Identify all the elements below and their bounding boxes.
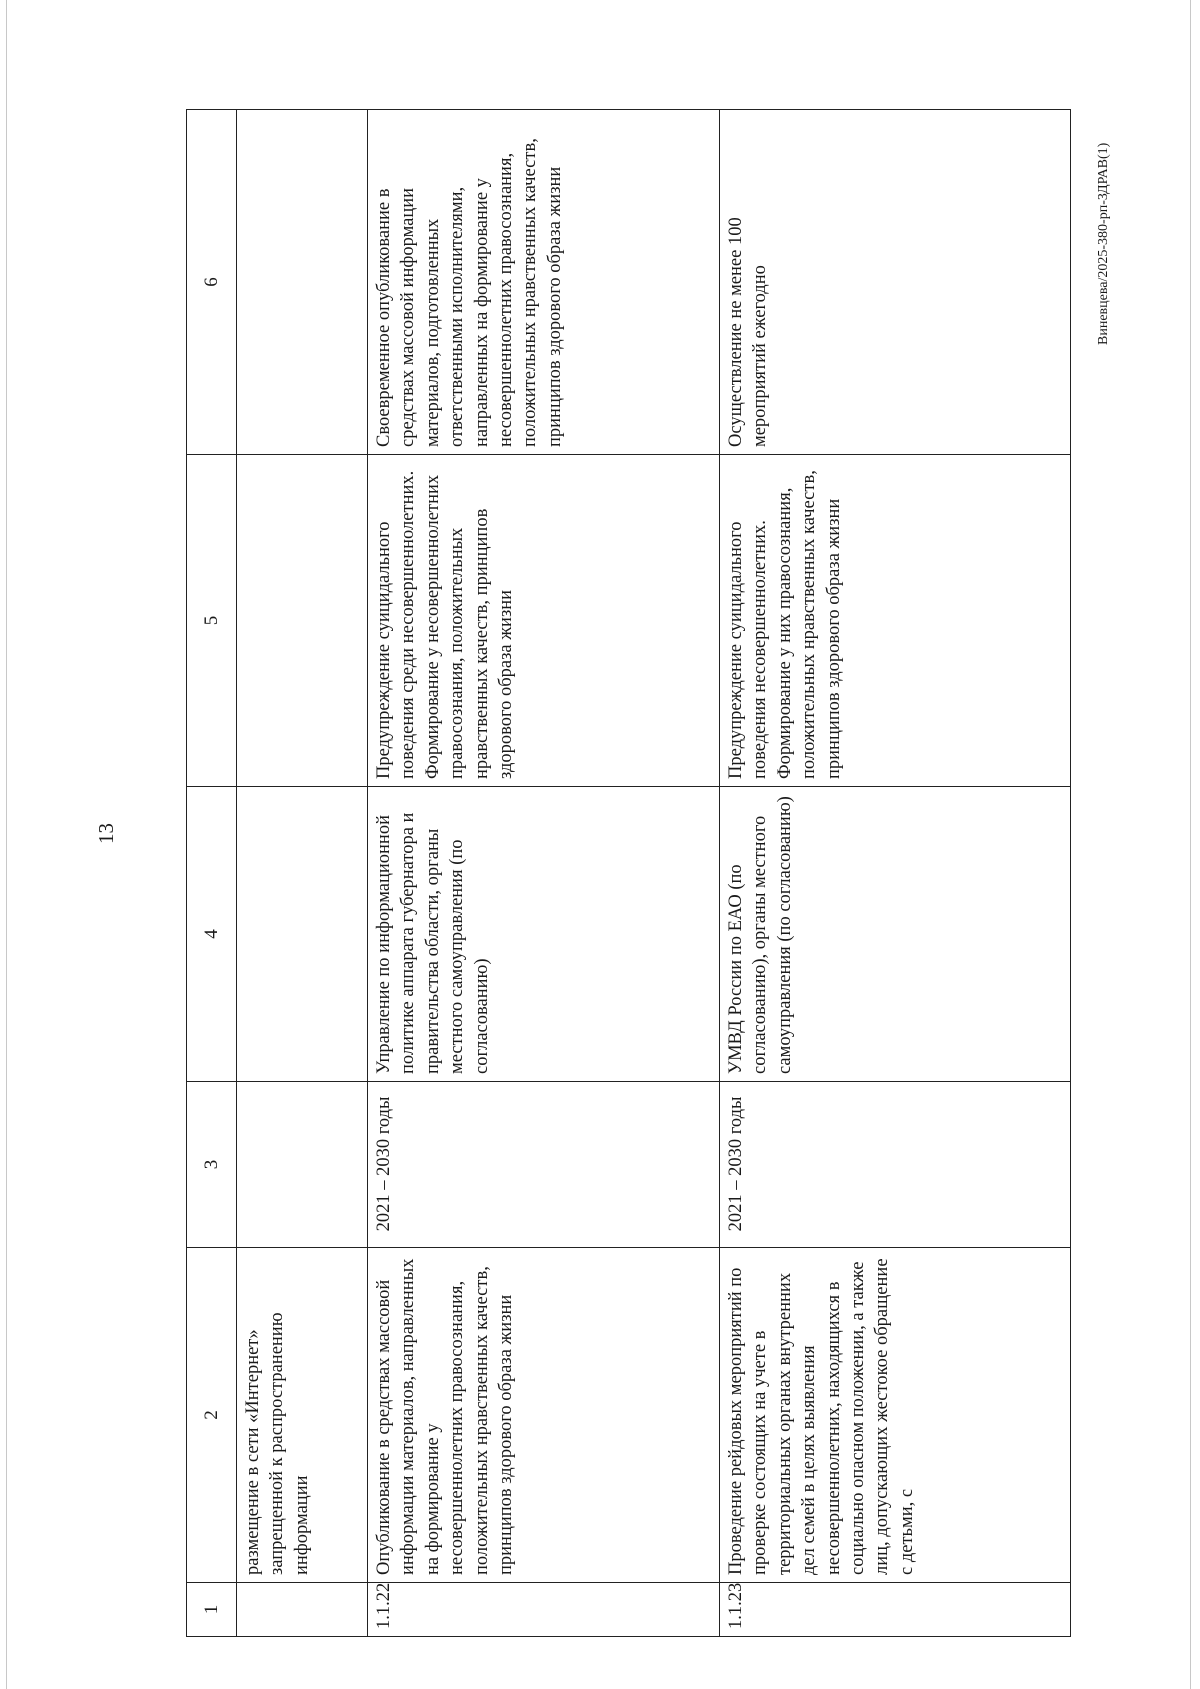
column-number-3: 3 — [187, 1082, 237, 1248]
expected-result — [237, 455, 368, 787]
responsible-executors: Управление по информационной политике аппарата губернатора и правительства области, органы местного самоуправления (по согласованию) — [368, 787, 720, 1082]
expected-result: Предупреждение суицидального поведения несовершеннолетних. Формирование у них правосознания, положительных нравственных качеств, принципов здорового образа жизни — [720, 455, 1071, 787]
measure-name: размещение в сети «Интернет» запрещенной к распространению информации — [237, 1248, 368, 1583]
scan-edge-line — [1190, 0, 1191, 1689]
target-indicator: Своевременное опубликование в средствах массовой информации материалов, подготовленных ответственными исполнителями, направленных на формирование у несовершеннолетних правосознания, положительных нравственных качеств, принципов здорового образа жизни — [368, 110, 720, 455]
table-header-row — [187, 110, 237, 1637]
table-row — [720, 110, 1071, 1637]
expected-result: Предупреждение суицидального поведения среди несовершеннолетних. Формирование у несовершеннолетних правосознания, положительных нравственных качеств, принципов здорового образа жизни — [368, 455, 720, 787]
row-number — [237, 1583, 368, 1637]
row-number: 1.1.22 — [368, 1583, 720, 1637]
implementation-period: 2021 – 2030 годы — [368, 1082, 720, 1248]
column-number-5: 5 — [187, 455, 237, 787]
rotated-table-wrapper — [186, 110, 1071, 1637]
column-number-2: 2 — [187, 1248, 237, 1583]
target-indicator: Осуществление не менее 100 мероприятий ежегодно — [720, 110, 1071, 455]
measure-name: Проведение рейдовых мероприятий по проверке состоящих на учете в территориальных органах внутренних дел семей в целях выявления несовершеннолетних, находящихся в социально опасном положении, а также лиц, допускающих жестокое обращение с детьми, с — [720, 1248, 1071, 1583]
scan-edge-line — [6, 0, 7, 1689]
table-row — [237, 110, 368, 1637]
row-number: 1.1.23 — [720, 1583, 1071, 1637]
implementation-period: 2021 – 2030 годы — [720, 1082, 1071, 1248]
document-code: Виневцева/2025-380-рп-ЗДРАВ(1) — [1096, 142, 1111, 345]
column-number-4: 4 — [187, 787, 237, 1082]
column-number-6: 6 — [187, 110, 237, 455]
measures-table — [186, 109, 1071, 1637]
target-indicator — [237, 110, 368, 455]
measure-name: Опубликование в средствах массовой информации материалов, направленных на формирование у несовершеннолетних правосознания, положительных нравственных качеств, принципов здорового образа жизни — [368, 1248, 720, 1583]
page-number: 13 — [94, 823, 118, 844]
implementation-period — [237, 1082, 368, 1248]
responsible-executors: УМВД России по ЕАО (по согласованию), органы местного самоуправления (по согласованию) — [720, 787, 1071, 1082]
responsible-executors — [237, 787, 368, 1082]
column-number-1: 1 — [187, 1583, 237, 1637]
table-row — [368, 110, 720, 1637]
